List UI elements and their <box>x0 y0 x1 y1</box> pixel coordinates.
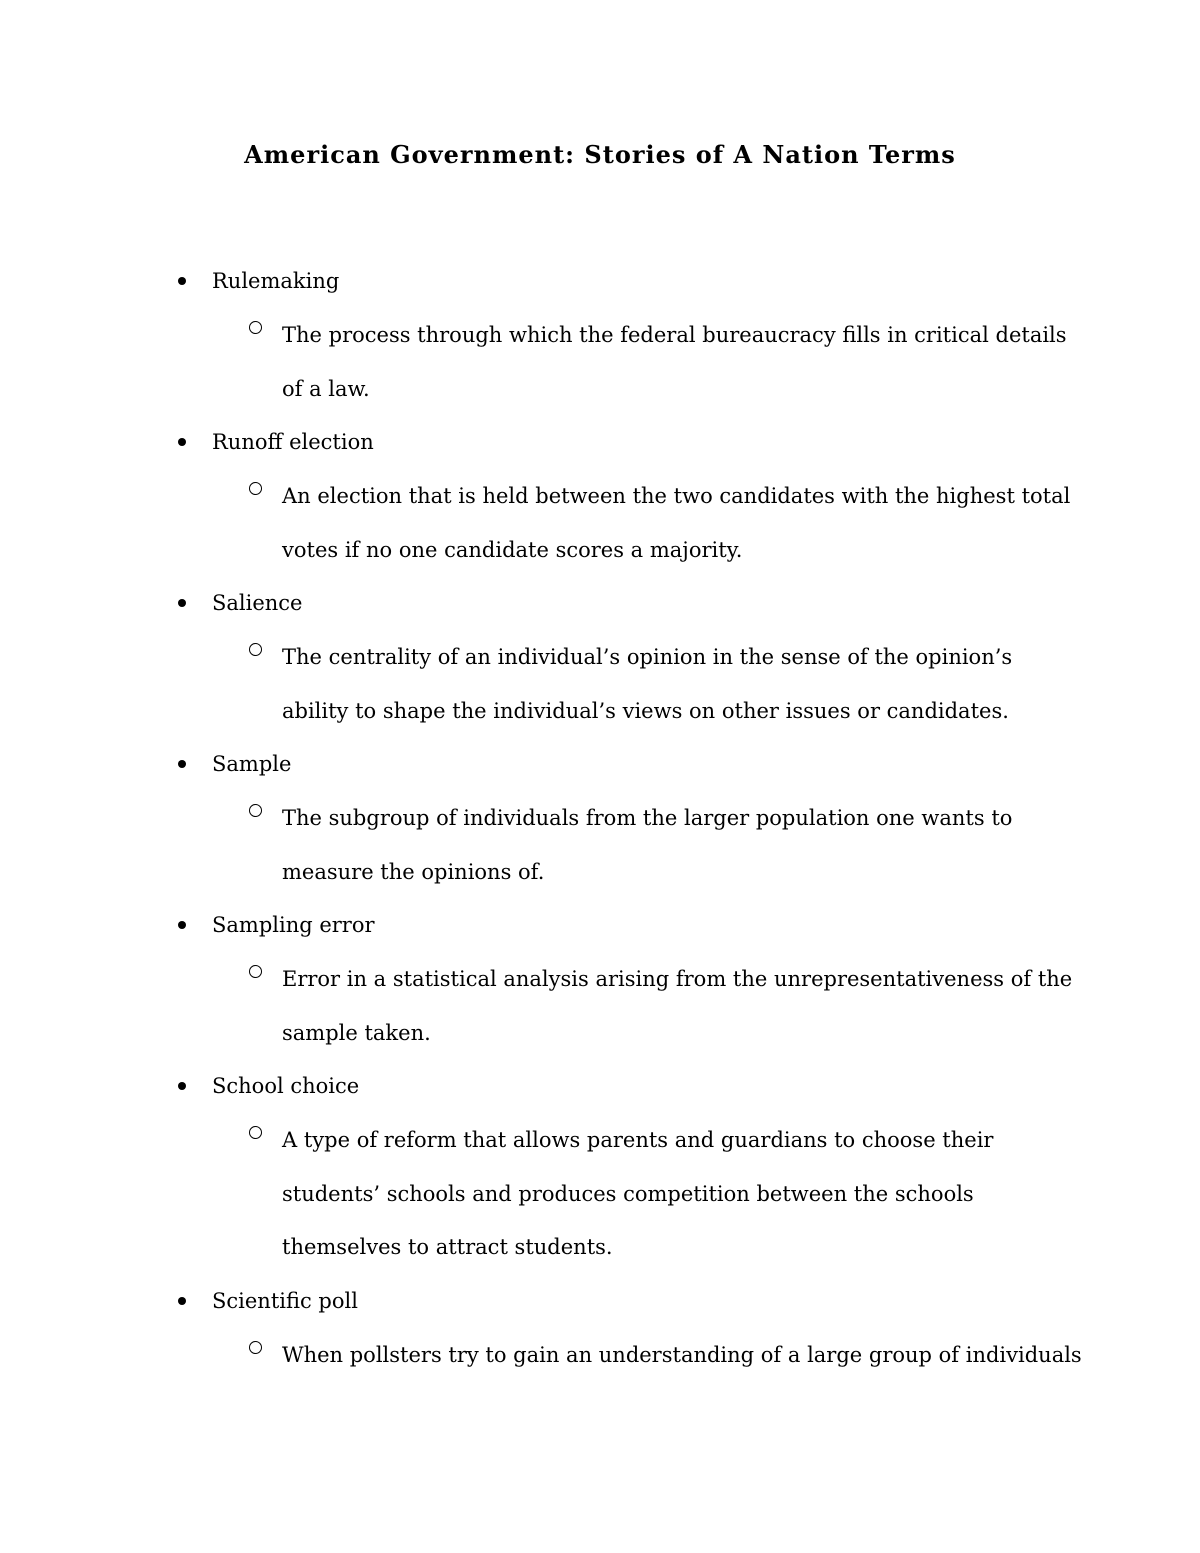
term-item <box>0 1067 1200 1282</box>
term-item <box>0 423 1200 584</box>
bullet-icon <box>178 438 186 446</box>
term-label: Sampling error <box>212 913 375 937</box>
definition-line: themselves to attract students. <box>282 1235 613 1259</box>
bullet-icon <box>178 1297 186 1305</box>
bullet-icon <box>178 1082 186 1090</box>
definition-line: An election that is held between the two candidates with the highest total <box>282 484 1071 508</box>
term-definition <box>0 309 1200 423</box>
term-definition <box>0 792 1200 906</box>
term-definition <box>0 1329 1200 1390</box>
definition-line: Error in a statistical analysis arising from the unrepresentativeness of the <box>282 967 1073 991</box>
term-item <box>0 584 1200 745</box>
bullet-icon <box>178 599 186 607</box>
circle-bullet-icon <box>249 643 262 656</box>
document-title: American Government: Stories of A Nation Terms <box>244 140 956 169</box>
definition-line: When pollsters try to gain an understanding of a large group of individuals <box>282 1342 1082 1367</box>
term-label: School choice <box>212 1074 360 1098</box>
term-label: Salience <box>212 591 303 615</box>
circle-bullet-icon <box>249 482 262 495</box>
term-item <box>0 745 1200 906</box>
circle-bullet-icon <box>249 1341 262 1354</box>
circle-bullet-icon <box>249 321 262 334</box>
definition-line: ability to shape the individual’s views on other issues or candidates. <box>282 698 1009 723</box>
term-definition <box>0 470 1200 584</box>
term-label: Scientific poll <box>212 1288 358 1313</box>
bullet-icon <box>178 760 186 768</box>
definition-line: The centrality of an individual’s opinion in the sense of the opinion’s <box>282 645 1013 669</box>
terms-list <box>0 262 1200 1389</box>
definition-line: votes if no one candidate scores a majority. <box>282 537 743 562</box>
term-item <box>0 262 1200 423</box>
term-definition <box>0 1114 1200 1282</box>
definition-line: measure the opinions of. <box>282 859 545 884</box>
bullet-icon <box>178 277 186 285</box>
term-label: Sample <box>212 752 292 776</box>
definition-line: The subgroup of individuals from the larger population one wants to <box>282 806 1013 830</box>
term-item <box>0 1282 1200 1390</box>
circle-bullet-icon <box>249 1126 262 1139</box>
term-label: Runoff election <box>212 430 374 454</box>
definition-line: students’ schools and produces competition between the schools <box>282 1181 974 1206</box>
circle-bullet-icon <box>249 804 262 817</box>
bullet-icon <box>178 921 186 929</box>
definition-line: of a law. <box>282 376 370 401</box>
definition-line: A type of reform that allows parents and guardians to choose their <box>282 1128 994 1152</box>
circle-bullet-icon <box>249 965 262 978</box>
definition-line: The process through which the federal bureaucracy fills in critical details <box>282 323 1067 347</box>
term-label: Rulemaking <box>212 269 340 293</box>
term-definition <box>0 953 1200 1067</box>
term-item <box>0 906 1200 1067</box>
term-definition <box>0 631 1200 745</box>
definition-line: sample taken. <box>282 1020 431 1045</box>
